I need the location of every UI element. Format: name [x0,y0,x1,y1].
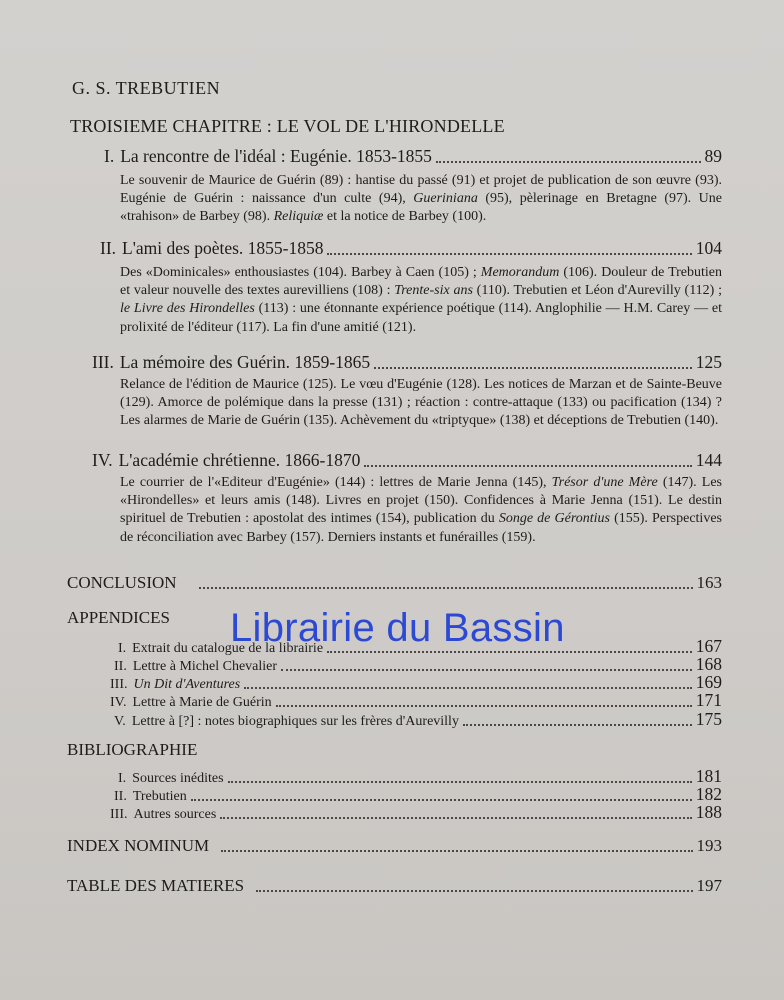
page-number: 163 [696,573,722,592]
page-number: 144 [695,450,722,470]
leader-dots [199,587,693,589]
appendix-entry-2: II. Lettre à Michel Chevalier 168 [114,654,722,674]
bibliographie-heading: BIBLIOGRAPHIE [67,740,198,759]
leader-dots [327,253,691,255]
section-title: L'académie chrétienne. 1866-1870 [118,450,361,470]
leader-dots [463,724,692,726]
section-number: II. [100,238,117,258]
bibliographie-entry-3: III. Autres sources 188 [110,802,722,822]
toc-entry-section-3 [92,352,722,373]
section-title: La rencontre de l'idéal : Eugénie. 1853-1855 [120,146,432,166]
page-number: 125 [695,352,722,372]
toc-entry-table: TABLE DES MATIERES 197 [67,876,722,895]
leader-dots [228,781,692,783]
leader-dots [220,817,691,819]
toc-entry-section-2 [100,238,722,259]
page-number: 104 [695,238,722,258]
chapter-title: TROISIEME CHAPITRE : LE VOL DE L'HIRONDELLE [70,116,505,136]
section-description: Des «Dominicales» enthousiastes (104). Barbey à Caen (105) ; Memorandum (106). Douleur de Trebutien et valeur nouvelle des textes aurevilliens (108) : Trente-six ans (110). Trebutien et Léon d'Aurevilly (112) ; le Livre des Hirondelles (113) : une étonnante expérience poétique (114). Anglophilie — H.M. Carey — et prolixité de l'éditeur (117). La fin d'une amitié (121). [120,265,723,335]
appendix-entry-1: I. Extrait du catalogue de la librairie 167 [118,636,722,656]
running-header: G. S. TREBUTIEN [72,78,221,98]
toc-entry-section-1 [104,146,722,167]
leader-dots [256,890,692,892]
leader-dots [221,850,692,852]
leader-dots [191,799,692,801]
appendix-entry-4: IV. Lettre à Marie de Guérin 171 [110,690,722,710]
section-number: IV. [92,450,113,470]
section-number: I. [104,146,115,166]
section-description: Relance de l'édition de Maurice (125). Le vœu d'Eugénie (128). Les notices de Marzan et de Sainte-Beuve (129). Amorce de polémique dans la presse (131) ; réaction : contre-attaque (133) ou pacification (134) ? Les alarmes de Marie de Guérin (135). Achèvement du «triptyque» (138) et déceptions de Trebutien (140). [120,377,722,429]
appendix-entry-3: III. Un Dit d'Aventures 169 [110,672,722,692]
toc-entry-conclusion [67,573,722,593]
toc-entry-index: INDEX NOMINUM 193 [67,836,722,855]
section-description: Le courrier de l'«Editeur d'Eugénie» (144) : lettres de Marie Jenna (145), Trésor d'une Mère (147). Les «Hirondelles» et leurs amis (148). Livres en projet (150). Confidences à Marie Jenna (151). Le destin spirituel de Trebutien : apostolat des intimes (154), publication du Songe de Gérontius (155). Perspectives de réconciliation avec Barbey (157). Derniers instants et funérailles (159). [120,475,722,545]
leader-dots [244,687,692,689]
watermark-logo: Librairie du Bassin [230,606,565,650]
leader-dots [436,161,701,163]
page-number: 89 [704,146,722,166]
leader-dots [276,705,692,707]
leader-dots [281,669,692,671]
bibliographie-entry-2: II. Trebutien 182 [114,784,722,804]
toc-entry-section-4 [92,450,722,471]
section-number: III. [92,352,114,372]
appendix-entry-5: V. Lettre à [?] : notes biographiques sur les frères d'Aurevilly 175 [114,709,722,729]
section-title: L'ami des poètes. 1855-1858 [122,238,324,258]
appendices-heading: APPENDICES [67,608,170,627]
leader-dots [364,465,691,467]
section-description: Le souvenir de Maurice de Guérin (89) : hantise du passé (91) et projet de publication de son œuvre (93). Eugénie de Guérin : naissance d'un culte (94), Gueriniana (95), pèlerinage en Bretagne (97). Une «trahison» de Barbey (98). Reliquiæ et la notice de Barbey (100). [120,173,723,225]
bibliographie-entry-1: I. Sources inédites 181 [118,766,722,786]
leader-dots [374,367,692,369]
entry-title: CONCLUSION [67,573,177,592]
section-title: La mémoire des Guérin. 1859-1865 [119,352,371,372]
leader-dots [327,651,692,653]
